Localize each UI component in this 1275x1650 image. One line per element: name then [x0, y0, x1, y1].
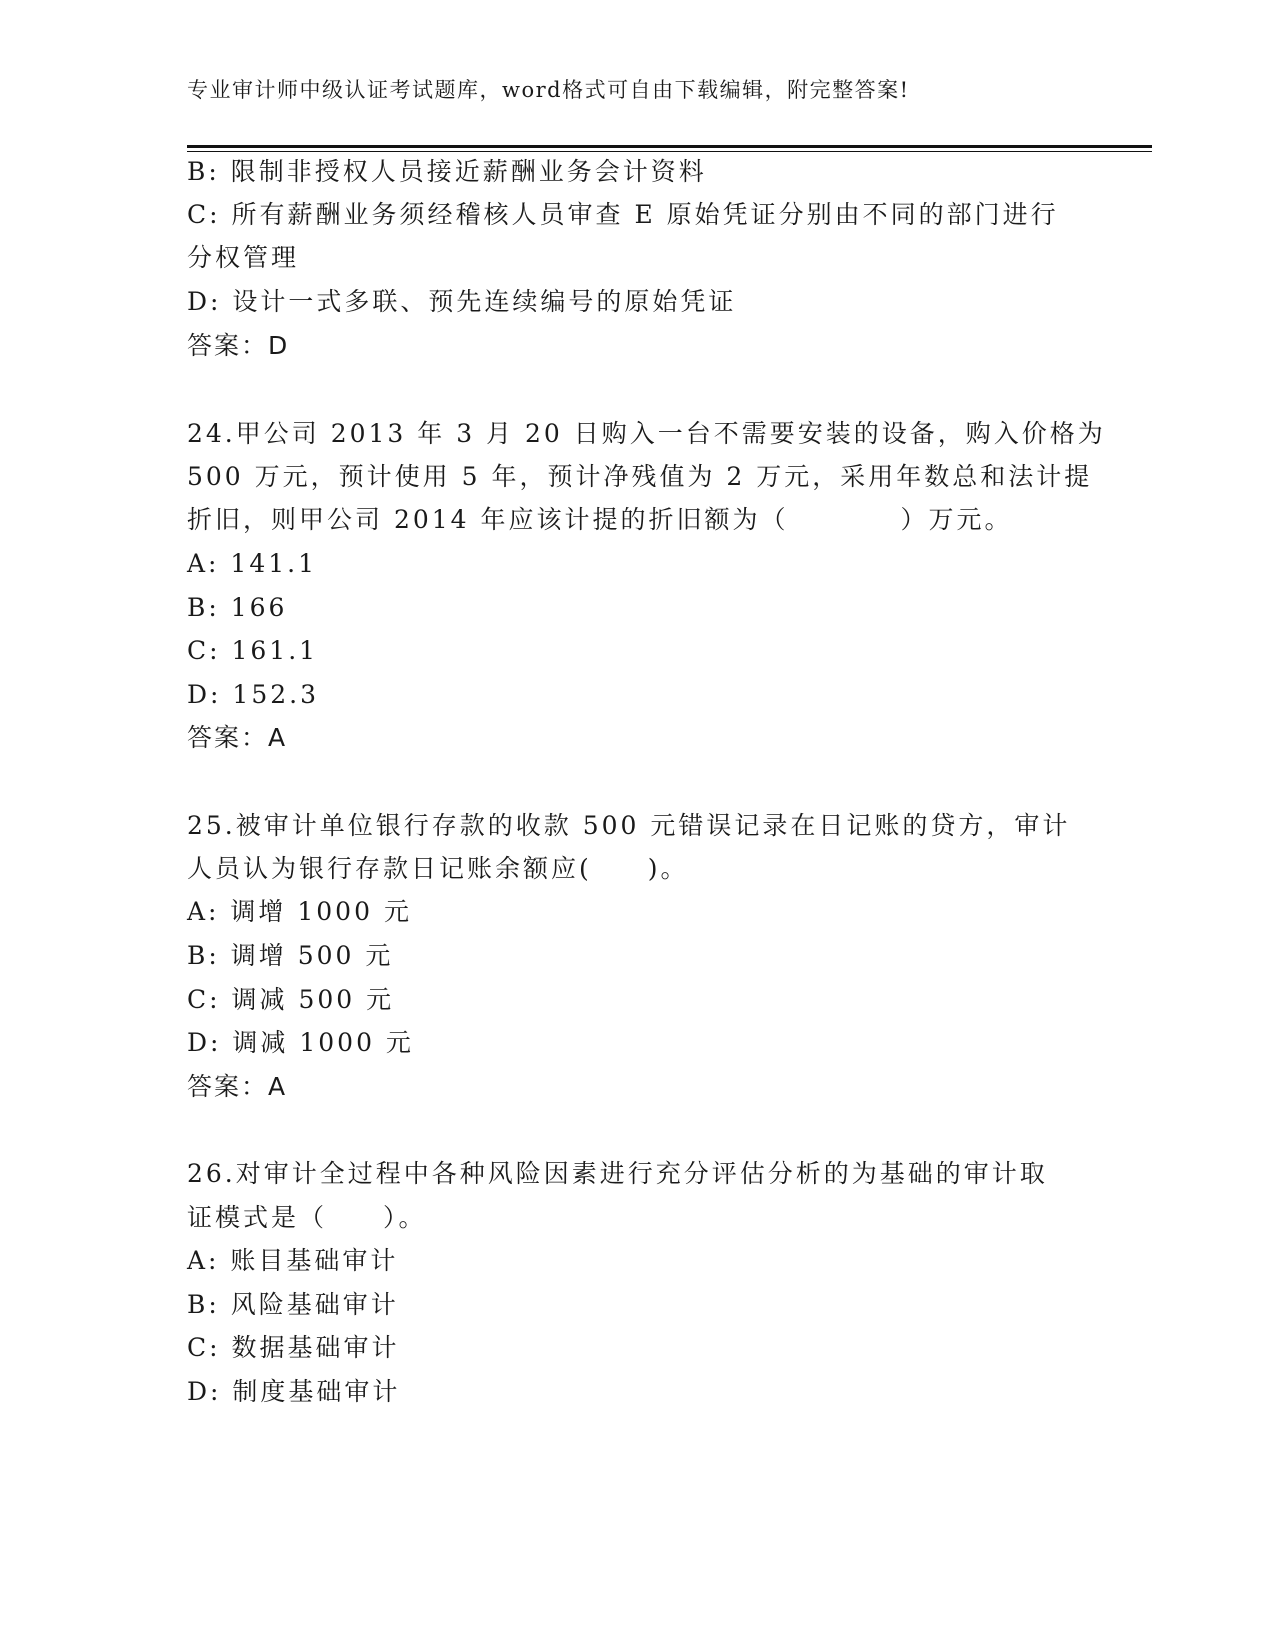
- question-24-option-c: C: 161.1: [187, 636, 319, 665]
- question-24-option-b: B: 166: [187, 593, 288, 622]
- option-c-cont: 分权管理: [187, 243, 300, 272]
- page-header: 专业审计师中级认证考试题库，word格式可自由下载编辑，附完整答案!: [187, 78, 910, 102]
- question-26-stem-1: 26.对审计全过程中各种风险因素进行充分评估分析的为基础的审计取: [187, 1159, 1048, 1188]
- question-25-stem-1: 25.被审计单位银行存款的收款 500 元错误记录在日记账的贷方，审计: [187, 811, 1071, 840]
- question-24-stem-2: 500 万元，预计使用 5 年，预计净残值为 2 万元，采用年数总和法计提: [187, 462, 1093, 491]
- question-24-answer: 答案：A: [187, 723, 288, 752]
- question-26-option-b: B: 风险基础审计: [187, 1290, 399, 1319]
- question-24-stem-1: 24.甲公司 2013 年 3 月 20 日购入一台不需要安装的设备，购入价格为: [187, 419, 1106, 448]
- question-24-option-d: D: 152.3: [187, 680, 319, 709]
- option-b: B: 限制非授权人员接近薪酬业务会计资料: [187, 157, 707, 186]
- question-26-option-c: C: 数据基础审计: [187, 1333, 400, 1362]
- answer: 答案：D: [187, 331, 290, 360]
- question-26-stem-2: 证模式是（ ）。: [187, 1203, 427, 1232]
- question-25-answer: 答案：A: [187, 1072, 288, 1101]
- question-26-option-a: A: 账目基础审计: [187, 1246, 399, 1275]
- question-25-stem-2: 人员认为银行存款日记账余额应( )。: [187, 854, 689, 883]
- question-25-option-b: B: 调增 500 元: [187, 941, 394, 970]
- option-d: D: 设计一式多联、预先连续编号的原始凭证: [187, 287, 737, 316]
- question-24-stem-3: 折旧，则甲公司 2014 年应该计提的折旧额为（ ）万元。: [187, 505, 1013, 534]
- header-rule-thin: [187, 151, 1152, 152]
- question-25-option-c: C: 调减 500 元: [187, 985, 395, 1014]
- question-26-option-d: D: 制度基础审计: [187, 1377, 401, 1406]
- question-24-option-a: A: 141.1: [187, 549, 317, 578]
- header-rule-thick: [187, 145, 1152, 148]
- question-25-option-a: A: 调增 1000 元: [187, 897, 412, 926]
- option-c: C: 所有薪酬业务须经稽核人员审查 E 原始凭证分别由不同的部门进行: [187, 200, 1059, 229]
- question-25-option-d: D: 调减 1000 元: [187, 1028, 414, 1057]
